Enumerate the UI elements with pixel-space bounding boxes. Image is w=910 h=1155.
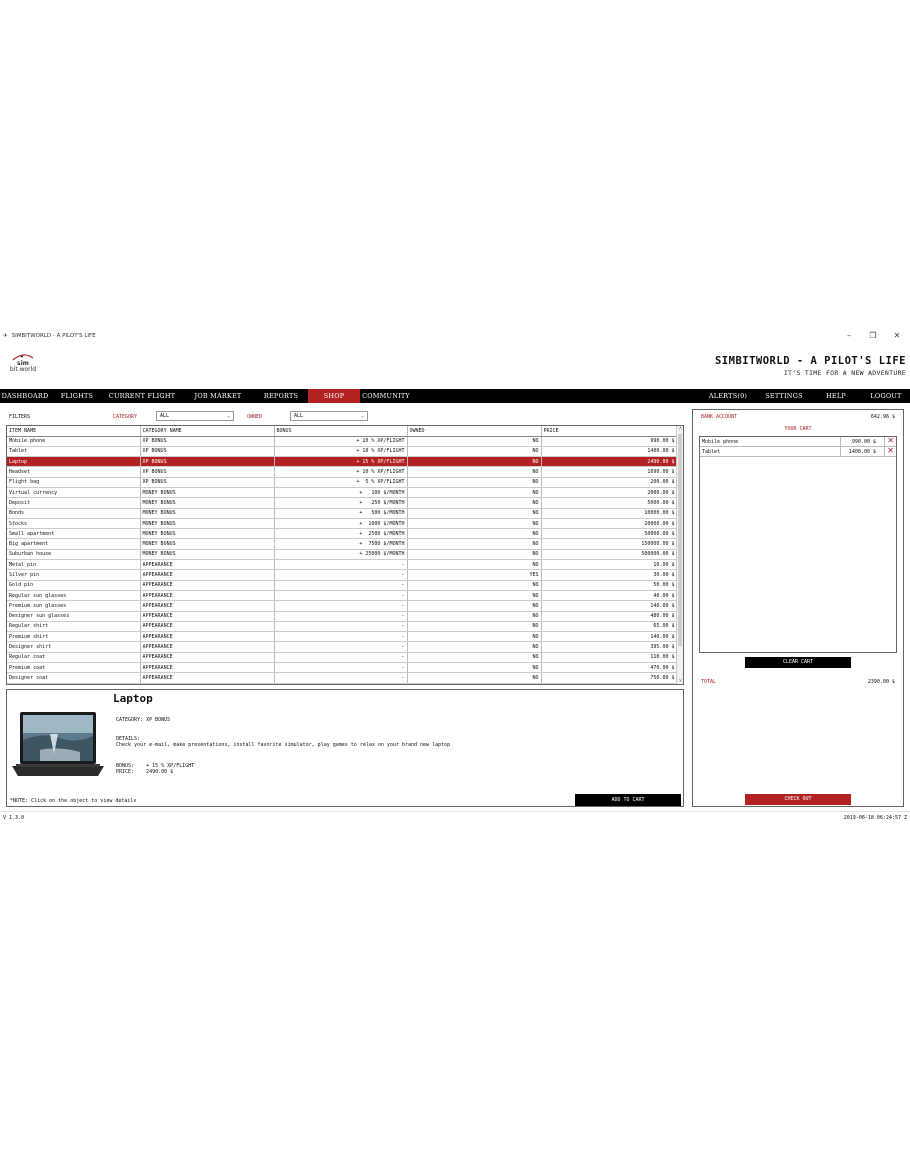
cell-item-name: Small apartment [7,529,140,539]
table-row[interactable] [7,621,677,631]
scroll-down-icon[interactable]: ˅ [678,678,682,684]
cart-item [700,447,896,457]
cell-category-name: MONEY BONUS [140,487,274,497]
cell-category-name: APPEARANCE [140,601,274,611]
table-row[interactable] [7,498,677,508]
table-row[interactable] [7,601,677,611]
main-nav [0,389,910,403]
filters-bar [6,409,684,425]
cell-item-name: Metal pin [7,560,140,570]
total-value: 2390.00 $ [867,679,895,685]
cell-bonus: - [274,652,407,662]
cell-price: 140.00 $ [541,601,677,611]
cell-bonus: - [274,673,407,683]
details-price: PRICE: 2490.00 $ [116,769,174,775]
cell-category-name: APPEARANCE [140,570,274,580]
cell-price: 20000.00 $ [541,518,677,528]
cell-price: 65.00 $ [541,621,677,631]
col-header-price[interactable]: PRICE [541,426,677,436]
logo-line1: sim [17,360,29,367]
cell-owned: NO [407,508,541,518]
cell-owned: NO [407,560,541,570]
cell-bonus: + 25000 $/MONTH [274,549,407,559]
cell-item-name: Bonds [7,508,140,518]
cell-owned: NO [407,539,541,549]
items-table [7,426,678,684]
table-header-row [7,426,677,436]
maximize-icon[interactable]: ❐ [869,331,877,340]
cell-price: 990.00 $ [541,436,677,446]
cell-category-name: XP BONUS [140,457,274,467]
table-row[interactable] [7,663,677,673]
cell-price: 50000.00 $ [541,529,677,539]
cell-item-name: Premium sun glasses [7,601,140,611]
cell-category-name: XP BONUS [140,477,274,487]
cart-item-name: Tablet [702,449,721,455]
close-icon[interactable]: ✕ [893,331,901,340]
nav-current-flight[interactable]: CURRENT FLIGHT [108,392,176,400]
cell-bonus: - [274,642,407,652]
cart-item-name: Mobile phone [702,439,739,445]
col-header-owned[interactable]: OWNED [407,426,541,436]
cell-price: 5000.00 $ [541,498,677,508]
footer-divider [0,811,910,812]
cell-category-name: APPEARANCE [140,580,274,590]
bank-account-value: 642.96 $ [870,414,895,420]
clear-cart-button[interactable]: CLEAR CART [745,657,851,668]
cell-item-name: Designer shirt [7,642,140,652]
cell-price: 2000.00 $ [541,487,677,497]
table-row[interactable] [7,436,677,446]
cell-item-name: Regular coat [7,652,140,662]
col-header-bonus[interactable]: BONUS [274,426,407,436]
filters-label: FILTERS [9,414,31,420]
cell-price: 10000.00 $ [541,508,677,518]
chevron-down-icon: ⌄ [360,413,364,419]
cell-category-name: APPEARANCE [140,642,274,652]
cell-owned: NO [407,611,541,621]
add-to-cart-button[interactable]: ADD TO CART [575,794,681,806]
cell-category-name: APPEARANCE [140,652,274,662]
cell-bonus: + 5 % XP/FLIGHT [274,477,407,487]
cell-price: 750.00 $ [541,673,677,683]
cell-owned: YES [407,570,541,580]
logo [8,353,38,379]
cell-price: 395.00 $ [541,642,677,652]
table-row[interactable] [7,570,677,580]
cell-price: 40.00 $ [541,590,677,600]
cell-item-name: Mobile phone [7,436,140,446]
table-scrollbar[interactable] [676,426,683,684]
cell-item-name: Stocks [7,518,140,528]
owned-filter-value: ALL [294,413,304,419]
cell-category-name: APPEARANCE [140,621,274,631]
cart-item-price: 990.00 $ [851,439,876,445]
cell-owned: NO [407,621,541,631]
cell-item-name: Flight bag [7,477,140,487]
cell-category-name: APPEARANCE [140,560,274,570]
nav-community[interactable]: COMMUNITY [362,392,410,400]
cell-bonus: + 250 $/MONTH [274,498,407,508]
bank-account-label: BANK ACCOUNT [701,414,738,420]
cell-item-name: Headset [7,467,140,477]
cart-panel [692,409,904,807]
table-row[interactable] [7,642,677,652]
cell-bonus: - [274,632,407,642]
table-row[interactable] [7,529,677,539]
table-row[interactable] [7,457,677,467]
scroll-up-icon[interactable]: ˄ [678,426,682,432]
cell-bonus: - [274,601,407,611]
cell-category-name: MONEY BONUS [140,539,274,549]
details-category: CATEGORY: XP BONUS [116,717,171,723]
total-label: TOTAL [701,679,717,685]
owned-filter-select[interactable] [290,411,368,421]
category-filter-select[interactable] [156,411,234,421]
cell-owned: NO [407,632,541,642]
nav-shop[interactable]: SHOP [308,389,360,403]
cell-owned: NO [407,601,541,611]
cell-price: 10.00 $ [541,560,677,570]
cell-category-name: MONEY BONUS [140,549,274,559]
minimize-icon[interactable]: – [847,331,851,340]
cell-price: 50.00 $ [541,580,677,590]
table-row[interactable] [7,632,677,642]
details-bonus: BONUS: + 15 % XP/FLIGHT [116,763,195,769]
details-note: *NOTE: Click on the object to view details [10,798,137,804]
cell-item-name: Regular shirt [7,621,140,631]
cell-bonus: + 100 $/MONTH [274,487,407,497]
col-header-category-name[interactable]: CATEGORY NAME [140,426,274,436]
cell-bonus: - [274,611,407,621]
cell-owned: NO [407,529,541,539]
cell-category-name: APPEARANCE [140,632,274,642]
cell-item-name: Big apartment [7,539,140,549]
col-header-item-name[interactable]: ITEM NAME [7,426,140,436]
cart-title: YOUR CART [784,426,812,432]
cell-price: 110.00 $ [541,652,677,662]
nav-flights[interactable]: FLIGHTS [60,392,94,400]
cell-owned: NO [407,663,541,673]
cell-price: 150000.00 $ [541,539,677,549]
cell-price: 480.00 $ [541,611,677,621]
table-row[interactable] [7,560,677,570]
cell-owned: NO [407,652,541,662]
cell-item-name: Laptop [7,457,140,467]
cell-category-name: XP BONUS [140,467,274,477]
laptop-image [10,710,106,780]
cell-bonus: + 2500 $/MONTH [274,529,407,539]
cart-divider [884,447,885,457]
details-label: DETAILS: [116,736,141,742]
cart-divider [840,437,841,447]
nav-help[interactable]: HELP [826,392,846,400]
table-row[interactable] [7,446,677,456]
brand [715,355,906,377]
cart-divider [840,447,841,457]
cell-item-name: Deposit [7,498,140,508]
scrollbar-thumb[interactable] [678,434,682,646]
cart-divider [884,437,885,447]
category-filter-value: ALL [160,413,170,419]
brand-tagline: IT'S TIME FOR A NEW ADVENTURE [783,369,906,377]
cell-owned: NO [407,467,541,477]
cell-category-name: APPEARANCE [140,590,274,600]
cell-owned: NO [407,446,541,456]
cart-item-price: 1400.00 $ [848,449,876,455]
cell-bonus: - [274,621,407,631]
cell-bonus: - [274,570,407,580]
table-row[interactable] [7,590,677,600]
cell-category-name: APPEARANCE [140,673,274,683]
table-row[interactable] [7,611,677,621]
cell-category-name: APPEARANCE [140,611,274,621]
cell-item-name: Premium shirt [7,632,140,642]
cell-owned: NO [407,518,541,528]
cell-item-name: Regular sun glasses [7,590,140,600]
cell-bonus: + 10 % XP/FLIGHT [274,446,407,456]
table-row[interactable] [7,518,677,528]
cell-item-name: Gold pin [7,580,140,590]
datetime-label: 2019-06-18 06:24:57 Z [843,815,907,821]
header [0,343,910,389]
cart-list [699,436,897,653]
cell-owned: NO [407,549,541,559]
cell-bonus: - [274,580,407,590]
cell-owned: NO [407,487,541,497]
item-details-panel [6,689,684,807]
cell-item-name: Designer coat [7,673,140,683]
category-filter-label: CATEGORY [113,414,138,420]
cell-bonus: + 10 % XP/FLIGHT [274,467,407,477]
cell-price: 1400.00 $ [541,446,677,456]
app-icon: ✈ [3,333,8,339]
cell-bonus: - [274,663,407,673]
cell-price: 2490.00 $ [541,457,677,467]
nav-alerts[interactable]: ALERTS(0) [708,392,748,400]
items-table-container [6,425,684,685]
window-title: SIMBITWORLD - A PILOT'S LIFE [11,333,96,339]
version-label: V 1.3.0 [3,815,25,821]
table-row[interactable] [7,652,677,662]
cell-item-name: Suburban house [7,549,140,559]
cell-owned: NO [407,457,541,467]
cell-owned: NO [407,642,541,652]
cell-price: 30.00 $ [541,570,677,580]
table-row[interactable] [7,467,677,477]
cell-owned: NO [407,498,541,508]
chevron-down-icon: ⌄ [226,413,230,419]
cell-price: 470.00 $ [541,663,677,673]
nav-dashboard[interactable]: DASHBOARD [1,392,49,400]
owned-filter-label: OWNED [247,414,263,420]
cell-category-name: XP BONUS [140,446,274,456]
cell-owned: NO [407,590,541,600]
cell-bonus: - [274,590,407,600]
cell-price: 1090.00 $ [541,467,677,477]
cell-item-name: Silver pin [7,570,140,580]
logo-line2: bit world [9,366,37,373]
title-bar [0,329,910,343]
cell-item-name: Designer sun glasses [7,611,140,621]
table-row[interactable] [7,549,677,559]
cell-owned: NO [407,580,541,590]
table-row[interactable] [7,508,677,518]
cell-item-name: Tablet [7,446,140,456]
table-row[interactable] [7,580,677,590]
cart-item [700,437,896,447]
cell-price: 140.00 $ [541,632,677,642]
app-window [0,329,910,825]
cell-category-name: MONEY BONUS [140,518,274,528]
cell-bonus: + 7500 $/MONTH [274,539,407,549]
cell-owned: NO [407,436,541,446]
cell-bonus: + 1000 $/MONTH [274,518,407,528]
cell-bonus: + 15 % XP/FLIGHT [274,457,407,467]
table-row[interactable] [7,487,677,497]
cell-price: 500000.00 $ [541,549,677,559]
nav-job-market[interactable]: JOB MARKET [194,392,242,400]
cell-owned: NO [407,673,541,683]
cell-category-name: MONEY BONUS [140,508,274,518]
nav-logout[interactable]: LOGOUT [870,392,902,400]
cell-category-name: MONEY BONUS [140,529,274,539]
cell-category-name: MONEY BONUS [140,498,274,508]
details-item-name: Laptop [113,692,153,705]
details-description: Check your e-mail, make presentations, install favorite simulator, play games to relax on your brand new laptop [116,742,451,748]
cell-price: 200.00 $ [541,477,677,487]
check-out-button[interactable]: CHECK OUT [745,794,851,805]
cell-bonus: + 500 $/MONTH [274,508,407,518]
nav-reports[interactable]: REPORTS [263,392,299,400]
cell-bonus: - [274,560,407,570]
table-row[interactable] [7,673,677,683]
cell-owned: NO [407,477,541,487]
remove-item-icon[interactable]: ✕ [887,436,894,445]
table-row[interactable] [7,539,677,549]
remove-item-icon[interactable]: ✕ [887,446,894,455]
cell-category-name: XP BONUS [140,436,274,446]
cell-category-name: APPEARANCE [140,663,274,673]
nav-settings[interactable]: SETTINGS [765,392,803,400]
cell-item-name: Premium coat [7,663,140,673]
brand-title: SIMBITWORLD - A PILOT'S LIFE [714,355,906,367]
cell-item-name: Virtual currency [7,487,140,497]
table-row[interactable] [7,477,677,487]
cell-bonus: + 10 % XP/FLIGHT [274,436,407,446]
